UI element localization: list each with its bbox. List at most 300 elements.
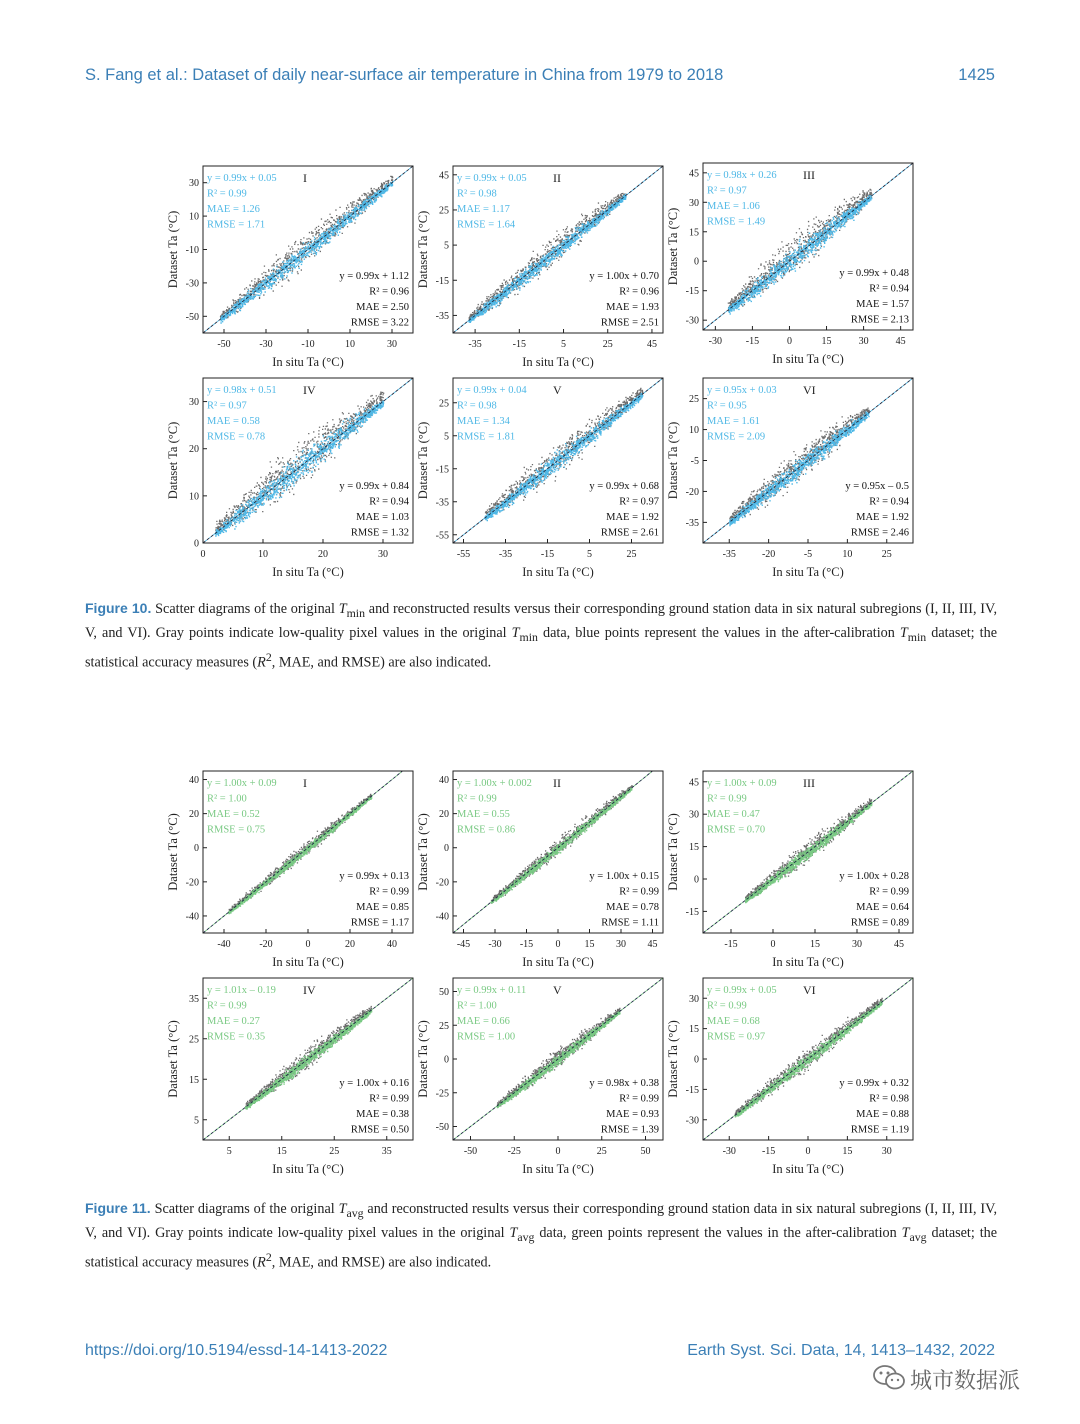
x-axis-label: In situ Ta (°C) [522,1162,594,1176]
y-tick-label: 0 [694,256,699,268]
calibrated-stat: MAE = 0.66 [457,1016,510,1027]
x-axis-label: In situ Ta (°C) [272,955,344,969]
scatter-plot [415,972,665,1182]
scatter-plot [165,972,415,1182]
y-tick-label: 0 [694,1054,699,1066]
y-tick-label: 20 [439,809,449,821]
fig11-panel-III [665,765,915,975]
caption-text: and reconstructed results versus their corresponding ground station data in six natural subregions (I, II, III, IV, V, and VI). Gray points indicate low-quality pixel values in the original [85,1201,998,1241]
y-tick-label: 0 [444,843,449,855]
y-tick-label: 15 [689,1024,699,1036]
calibrated-stat: MAE = 0.52 [207,809,260,820]
x-tick-label: 35 [381,1146,392,1157]
x-tick-label: 10 [842,549,853,560]
variable-subscript: avg [909,1229,927,1244]
calibrated-stat: R² = 0.99 [707,793,747,805]
scatter-plot [665,765,915,975]
x-axis-label: In situ Ta (°C) [772,1162,844,1176]
page-number: 1425 [958,66,995,84]
scatter-plot [415,160,665,375]
original-stat: MAE = 1.03 [356,512,409,523]
y-tick-label: 30 [189,397,199,409]
x-tick-label: -40 [217,939,231,950]
x-tick-label: -5 [803,549,813,560]
figure11-caption [85,1198,997,1272]
y-tick-label: 0 [194,538,199,550]
calibrated-stat: y = 0.99x + 0.11 [457,985,527,996]
y-tick-label: 20 [189,809,199,821]
x-tick-label: 15 [276,1146,287,1157]
calibrated-stat: RMSE = 0.35 [207,1031,266,1043]
scatter-plot [665,972,915,1182]
y-tick-label: -20 [185,877,199,889]
calibrated-stat: y = 1.01x – 0.19 [207,985,276,996]
y-tick-label: -40 [185,911,199,923]
y-tick-label: -20 [685,486,699,498]
original-stat: RMSE = 1.17 [350,917,409,929]
region-label: II [553,776,561,790]
original-stat: R² = 0.99 [619,886,659,898]
fig10-panel-V [415,372,665,585]
x-tick-label: -35 [468,339,482,350]
x-tick-label: 45 [894,939,904,950]
scatter-plot [165,372,415,585]
original-stat: RMSE = 2.46 [850,527,909,539]
r2-symbol: R [257,1254,266,1271]
calibrated-stat: RMSE = 2.09 [707,431,766,443]
calibrated-stat: RMSE = 0.78 [207,431,266,443]
wechat-icon [872,1363,906,1393]
calibrated-points [245,1010,372,1110]
y-tick-label: 30 [689,197,699,209]
original-stat: MAE = 1.92 [606,512,659,523]
original-stat: y = 0.99x + 0.84 [339,481,409,492]
x-tick-label: 30 [616,939,626,950]
x-tick-label: 15 [842,1146,853,1157]
calibrated-stat: MAE = 0.55 [457,809,510,820]
journal-citation: Earth Syst. Sci. Data, 14, 1413–1432, 2022 [687,1342,995,1359]
calibrated-stat: RMSE = 1.00 [457,1031,516,1043]
x-tick-label: 10 [345,339,355,350]
x-tick-label: 20 [345,939,355,950]
x-tick-label: 25 [626,549,637,560]
calibrated-stat: y = 1.00x + 0.09 [207,778,277,789]
y-tick-label: -40 [435,911,449,923]
x-tick-label: -30 [708,336,723,347]
y-tick-label: 15 [689,842,699,854]
fig11-panel-II [415,765,665,975]
y-axis-label: Dataset Ta (°C) [166,421,180,500]
x-tick-label: -10 [301,339,315,350]
calibrated-stat: MAE = 1.26 [207,204,260,215]
y-tick-label: 40 [439,775,449,787]
original-stat: MAE = 0.78 [606,902,659,913]
caption-text: and reconstructed results versus their corresponding ground station data in six natural subregions (I, II, III, IV, V, and VI). Gray points indicate low-quality pixel values in the original [85,601,997,641]
original-stat: MAE = 1.93 [606,302,659,313]
y-axis-label: Dataset Ta (°C) [416,421,430,500]
x-tick-label: 5 [226,1146,232,1157]
r2-symbol: R [257,654,266,671]
x-tick-label: 25 [329,1146,340,1157]
region-label: V [553,383,562,397]
original-stat: MAE = 1.57 [856,299,909,310]
original-stat: RMSE = 1.11 [601,917,659,929]
y-tick-label: -35 [435,497,449,509]
y-axis-label: Dataset Ta (°C) [666,1020,680,1098]
calibrated-stat: RMSE = 0.70 [707,824,766,836]
calibrated-stat: MAE = 1.06 [707,201,760,212]
calibrated-stat: MAE = 0.68 [707,1016,760,1027]
calibrated-stat: R² = 0.99 [207,188,247,200]
caption-text: Scatter diagrams of the original [155,601,335,617]
original-stat: R² = 0.98 [869,1093,909,1105]
region-label: IV [303,983,316,997]
calibrated-stat: MAE = 0.27 [207,1016,260,1027]
y-tick-label: 25 [189,1034,199,1046]
x-axis-label: In situ Ta (°C) [772,352,844,366]
x-tick-label: -15 [519,939,534,950]
x-tick-label: 50 [640,1146,651,1157]
original-stat: RMSE = 2.51 [600,317,659,329]
original-stat: y = 1.00x + 0.70 [589,271,659,282]
original-stat: y = 0.99x + 1.12 [339,271,409,282]
region-label: III [803,168,815,182]
variable-subscript: avg [517,1229,535,1244]
y-tick-label: -15 [435,275,449,287]
x-tick-label: -15 [540,549,555,560]
original-stat: y = 0.99x + 0.13 [339,871,409,882]
figure11-label: Figure 11. [85,1200,151,1216]
original-stat: y = 0.95x – 0.5 [845,481,909,492]
x-tick-label: -35 [498,549,513,560]
y-tick-label: 0 [694,874,699,886]
original-stat: y = 0.99x + 0.68 [589,481,659,492]
x-tick-label: 40 [387,939,397,950]
y-tick-label: -15 [685,1084,699,1096]
region-label: I [303,776,307,790]
calibrated-stat: y = 0.98x + 0.51 [207,385,277,396]
x-tick-label: 0 [770,939,776,950]
variable-subscript: min [907,629,927,644]
x-tick-label: 30 [378,549,388,560]
y-tick-label: 20 [189,444,199,456]
x-tick-label: 20 [318,549,328,560]
calibrated-stat: R² = 0.99 [707,1000,747,1012]
region-label: V [553,983,562,997]
y-tick-label: 50 [439,987,449,998]
calibrated-stat: y = 0.99x + 0.04 [457,385,527,396]
fig10-panel-III [665,157,915,372]
y-tick-label: 30 [689,993,699,1005]
x-tick-label: -55 [456,549,471,560]
original-stat: R² = 0.94 [869,283,909,295]
y-tick-label: 0 [444,1054,449,1066]
calibrated-stat: R² = 0.99 [457,793,497,805]
r2-superscript: 2 [265,1249,272,1264]
variable-symbol: T [899,624,908,641]
x-tick-label: -15 [745,336,760,347]
scatter-plot [415,372,665,585]
calibrated-stat: RMSE = 0.75 [207,824,266,836]
y-tick-label: -30 [685,1115,699,1127]
y-axis-label: Dataset Ta (°C) [666,421,680,500]
y-tick-label: -15 [685,906,699,918]
y-axis-label: Dataset Ta (°C) [666,813,680,891]
x-tick-label: 45 [895,336,906,347]
x-axis-label: In situ Ta (°C) [522,565,594,579]
calibrated-stat: y = 0.99x + 0.05 [457,173,527,184]
y-tick-label: -15 [435,464,449,476]
x-tick-label: -30 [722,1146,736,1157]
original-stat: y = 1.00x + 0.28 [839,871,909,882]
y-axis-label: Dataset Ta (°C) [666,207,680,286]
x-tick-label: 25 [596,1146,607,1157]
original-stat: R² = 0.99 [369,1093,409,1105]
y-tick-label: 15 [689,227,699,239]
x-tick-label: 5 [587,549,592,560]
calibrated-stat: y = 0.99x + 0.05 [207,173,277,184]
original-stat: RMSE = 3.22 [350,317,409,329]
y-tick-label: 30 [689,809,699,821]
scatter-plot [415,765,665,975]
y-axis-label: Dataset Ta (°C) [416,1020,430,1098]
y-tick-label: -50 [185,311,199,323]
calibrated-stat: R² = 1.00 [457,1000,497,1012]
original-stat: RMSE = 2.61 [600,527,659,539]
calibrated-stat: RMSE = 0.86 [457,824,516,836]
fig11-panel-V [415,972,665,1182]
original-stat: RMSE = 1.39 [600,1124,659,1136]
calibrated-stat: RMSE = 1.81 [457,431,516,443]
x-tick-label: 30 [881,1146,892,1157]
x-tick-label: -15 [512,339,526,350]
y-tick-label: 15 [189,1074,199,1086]
calibrated-stat: MAE = 1.17 [457,204,510,215]
running-header [85,66,995,90]
caption-text: , MAE, and RMSE) are also indicated. [271,654,492,671]
region-label: VI [803,983,816,997]
x-tick-label: 0 [555,1146,561,1157]
fig10-panel-VI [665,372,915,585]
y-axis-label: Dataset Ta (°C) [416,813,430,891]
original-stat: MAE = 1.92 [856,512,909,523]
x-tick-label: 15 [810,939,820,950]
y-axis-label: Dataset Ta (°C) [416,210,430,289]
x-axis-label: In situ Ta (°C) [772,955,844,969]
variable-subscript: avg [346,1205,364,1220]
original-stat: y = 1.00x + 0.15 [589,871,659,882]
scatter-plot [665,372,915,585]
y-tick-label: 0 [194,843,199,855]
original-stat: RMSE = 2.13 [850,314,909,326]
calibrated-stat: y = 0.99x + 0.05 [707,985,777,996]
page-footer [85,1342,995,1364]
y-tick-label: -30 [685,315,699,327]
x-tick-label: -45 [456,939,471,950]
x-axis-label: In situ Ta (°C) [272,565,344,579]
caption-text: data, green points represent the values in the after-calibration [539,1224,897,1241]
region-label: II [553,171,561,185]
article-running-title: S. Fang et al.: Dataset of daily near-surface air temperature in China from 1979 to 2018 [85,66,724,84]
y-tick-label: -30 [185,278,199,290]
calibrated-stat: y = 1.00x + 0.002 [457,778,532,789]
original-stat: R² = 0.96 [369,286,409,298]
caption-text: Scatter diagrams of the original [154,1201,335,1217]
x-tick-label: 25 [602,339,613,350]
fig10-panel-II [415,160,665,375]
calibrated-stat: RMSE = 0.97 [707,1031,766,1043]
region-label: IV [303,383,316,397]
variable-subscript: min [519,629,538,644]
x-tick-label: 45 [647,939,658,950]
caption-text: dataset; the statistical accuracy measures ( [85,1224,998,1271]
caption-text: dataset; the statistical accuracy measures ( [85,624,997,671]
fig11-panel-IV [165,972,415,1182]
calibrated-stat: R² = 0.98 [457,188,497,200]
x-tick-label: -15 [761,1146,776,1157]
scatter-plot [165,765,415,975]
calibrated-stat: R² = 0.99 [207,1000,247,1012]
doi-link[interactable]: https://doi.org/10.5194/essd-14-1413-2022 [85,1342,388,1359]
variable-symbol: T [338,1201,347,1217]
calibrated-stat: MAE = 1.34 [457,416,510,427]
x-tick-label: 10 [258,549,268,560]
x-tick-label: 15 [821,336,832,347]
fig11-panel-I [165,765,415,975]
x-tick-label: -20 [259,939,273,950]
calibrated-stat: R² = 1.00 [207,793,247,805]
figure10-caption [85,598,997,672]
x-tick-label: 0 [305,939,311,950]
original-stat: MAE = 0.38 [356,1109,409,1120]
x-tick-label: -50 [463,1146,478,1157]
fig11-panel-VI [665,972,915,1182]
x-tick-label: -50 [217,339,231,350]
original-stat: RMSE = 1.19 [850,1124,909,1136]
y-tick-label: 25 [689,394,699,406]
original-stat: RMSE = 0.50 [350,1124,409,1136]
x-tick-label: 30 [858,336,869,347]
y-tick-label: 35 [189,993,199,1005]
y-tick-label: -35 [685,517,699,529]
y-tick-label: 25 [439,1020,449,1032]
y-tick-label: 30 [189,178,199,190]
calibrated-stat: RMSE = 1.64 [457,219,516,231]
original-stat: R² = 0.94 [369,496,409,508]
y-tick-label: -35 [435,310,449,322]
scatter-plot [165,160,415,375]
original-stat: R² = 0.94 [869,496,909,508]
x-tick-label: -15 [724,939,738,950]
variable-symbol: T [509,1224,518,1241]
x-tick-label: -30 [259,339,273,350]
x-axis-label: In situ Ta (°C) [272,355,344,369]
calibrated-stat: y = 0.95x + 0.03 [707,385,777,396]
x-tick-label: -20 [761,549,776,560]
variable-symbol: T [901,1224,910,1241]
original-stat: y = 0.98x + 0.38 [589,1078,659,1089]
original-stat: y = 0.99x + 0.32 [839,1078,909,1089]
y-tick-label: -20 [435,877,449,889]
variable-symbol: T [338,601,347,617]
original-stat: MAE = 2.50 [356,302,409,313]
x-tick-label: 25 [881,549,892,560]
x-tick-label: 30 [852,939,862,950]
calibrated-stat: R² = 0.98 [457,400,497,412]
original-stat: RMSE = 0.89 [850,917,909,929]
calibrated-stat: RMSE = 1.71 [207,219,266,231]
x-tick-label: 0 [555,939,561,950]
y-axis-label: Dataset Ta (°C) [166,210,180,289]
y-axis-label: Dataset Ta (°C) [166,813,180,891]
original-stat: MAE = 0.85 [356,902,409,913]
x-tick-label: -25 [507,1146,521,1157]
y-tick-label: -55 [435,530,449,542]
variable-symbol: T [511,624,520,641]
y-axis-label: Dataset Ta (°C) [166,1020,180,1098]
calibrated-stat: R² = 0.97 [207,400,247,412]
x-tick-label: 45 [646,339,657,350]
fig10-panel-IV [165,372,415,585]
y-tick-label: 10 [189,491,199,503]
y-tick-label: 45 [439,170,449,182]
original-stat: R² = 0.99 [369,886,409,898]
region-label: III [803,776,815,790]
fig10-panel-I [165,160,415,375]
scatter-plot [665,157,915,372]
x-tick-label: 15 [584,939,595,950]
y-tick-label: 45 [689,777,699,789]
y-tick-label: 25 [439,205,449,217]
original-stat: y = 1.00x + 0.16 [339,1078,409,1089]
original-stat: R² = 0.97 [619,496,659,508]
calibrated-stat: RMSE = 1.49 [707,216,766,228]
y-tick-label: 25 [439,398,449,410]
original-stat: y = 0.99x + 0.48 [839,268,909,279]
calibrated-stat: y = 1.00x + 0.09 [707,778,777,789]
variable-subscript: min [346,605,365,620]
region-label: VI [803,383,816,397]
x-tick-label: 0 [200,549,206,560]
y-tick-label: 45 [689,168,699,180]
calibrated-stat: MAE = 1.61 [707,416,760,427]
x-axis-label: In situ Ta (°C) [522,355,594,369]
y-tick-label: 5 [444,240,449,252]
original-stat: R² = 0.96 [619,286,659,298]
region-label: I [303,171,307,185]
calibrated-stat: MAE = 0.47 [707,809,760,820]
y-tick-label: -5 [690,456,699,467]
x-tick-label: -35 [722,549,736,560]
original-stat: MAE = 0.64 [856,902,909,913]
original-stat: MAE = 0.93 [606,1109,659,1120]
y-tick-label: 10 [189,211,199,223]
y-tick-label: 5 [194,1115,199,1127]
y-tick-label: -50 [435,1122,449,1133]
y-tick-label: 40 [189,775,199,787]
y-tick-label: 10 [689,425,699,437]
x-axis-label: In situ Ta (°C) [772,565,844,579]
x-axis-label: In situ Ta (°C) [522,955,594,969]
y-tick-label: -10 [185,245,199,256]
caption-text: , MAE, and RMSE) are also indicated. [271,1254,492,1271]
calibrated-stat: MAE = 0.58 [207,416,260,427]
x-tick-label: 0 [786,336,792,347]
y-tick-label: -15 [685,286,699,298]
x-tick-label: 0 [805,1146,811,1157]
calibrated-stat: R² = 0.95 [707,400,747,412]
r2-superscript: 2 [265,649,272,664]
